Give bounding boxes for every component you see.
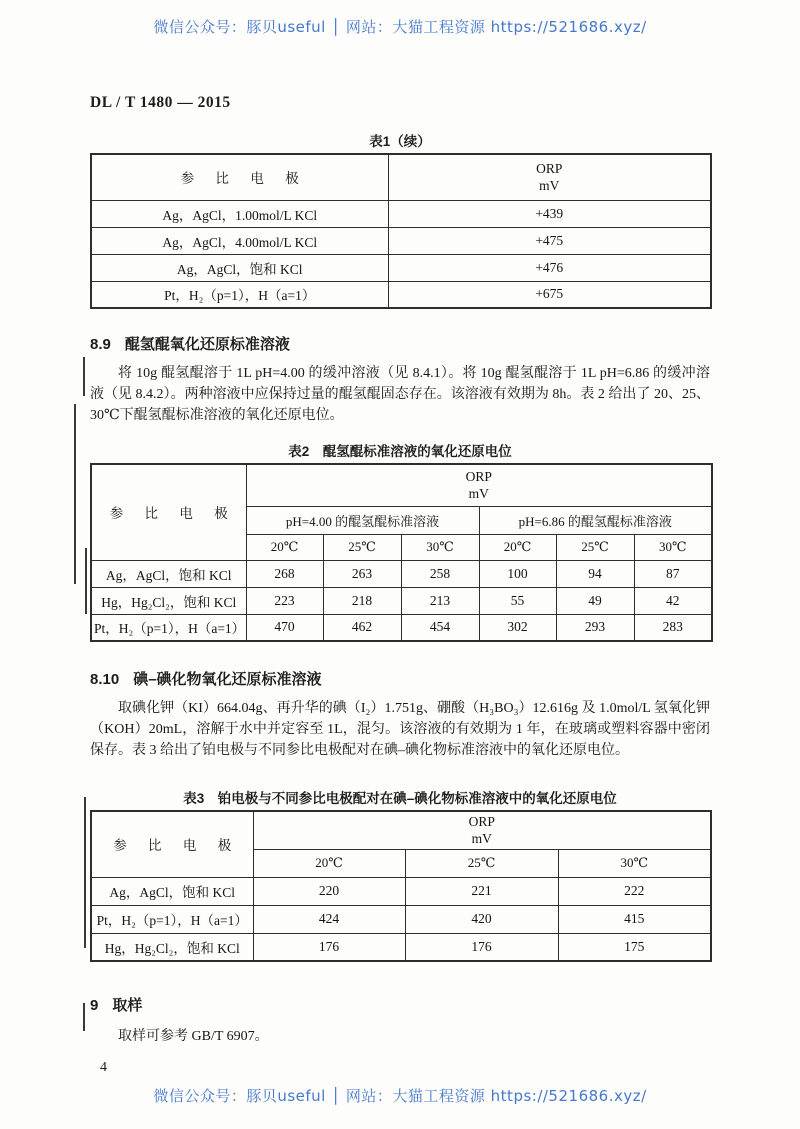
table-row [91, 877, 711, 905]
table-row [91, 614, 712, 641]
orp-unit: mV [471, 831, 492, 847]
section-8-9-paragraph: 将 10g 醌氢醌溶于 1L pH=4.00 的缓冲溶液（见 8.4.1）。将 10g 醌氢醌溶于 1L pH=6.86 的缓冲溶液（见 8.4.2）。两种溶液中应保持过量的醌氢醌固态存在。该溶液有效期为 8h。表 2 给出了 20、25、30℃下醌氢醌标准溶液的氧化还原电位。 [90, 366, 710, 423]
temp-header: 20℃ [253, 849, 405, 877]
section-title: 醌氢醌氧化还原标准溶液 [124, 336, 290, 353]
temp-header: 25℃ [556, 534, 634, 560]
orp-label: ORP [536, 161, 563, 177]
table-row [91, 560, 712, 587]
orp-value-cell: +475 [388, 227, 711, 254]
temp-header: 20℃ [479, 534, 556, 560]
revision-bar [74, 404, 76, 584]
electrode-cell: Hg，Hg₂Cl₂，饱和 KCl [91, 587, 246, 614]
electrode-cell: Ag，AgCl，4.00mol/L KCl [91, 227, 388, 254]
orp-value-cell: 454 [401, 614, 479, 641]
section-number: 8.10 [90, 671, 120, 688]
section-9-paragraph: 取样可参考 GB/T 6907。 [118, 1029, 269, 1044]
electrode-cell: Ag，AgCl，1.00mol/L KCl [91, 200, 388, 227]
orp-value-cell: 213 [401, 587, 479, 614]
table3-title: 表3 铂电极与不同参比电极配对在碘–碘化物标准溶液中的氧化还原电位 [183, 791, 617, 806]
orp-value-cell: 302 [479, 614, 556, 641]
section-number: 8.9 [90, 336, 111, 353]
table3 [90, 810, 712, 962]
orp-value-cell: 424 [253, 905, 405, 933]
table-row [91, 587, 712, 614]
section-title: 取样 [112, 997, 143, 1014]
table3-electrode-header: 参 比 电 极 [91, 811, 253, 877]
orp-value-cell: 176 [253, 933, 405, 961]
orp-value-cell: 176 [405, 933, 558, 961]
section-9-heading [90, 994, 710, 1015]
orp-value-cell: 94 [556, 560, 634, 587]
orp-value-cell: 263 [323, 560, 401, 587]
orp-value-cell: 415 [558, 905, 711, 933]
orp-value-cell: 55 [479, 587, 556, 614]
orp-label: ORP [465, 469, 492, 485]
orp-value-cell: 222 [558, 877, 711, 905]
section-number: 9 [90, 997, 99, 1014]
electrode-cell: Ag，AgCl，饱和 KCl [91, 254, 388, 281]
orp-value-cell: 218 [323, 587, 401, 614]
orp-value-cell: 293 [556, 614, 634, 641]
table-row [91, 933, 711, 961]
doc-code: DL / T 1480 — 2015 [90, 94, 231, 111]
table-row [91, 200, 711, 227]
revision-bar [84, 797, 86, 948]
temp-header: 25℃ [405, 849, 558, 877]
electrode-cell: Pt，H₂（p=1），H（a=1） [91, 281, 388, 308]
orp-value-cell: 87 [634, 560, 712, 587]
watermark-header: 微信公众号：豚贝useful │ 网站：大猫工程资源 https://521686.xyz/ [153, 18, 647, 36]
orp-value-cell: 462 [323, 614, 401, 641]
ph-group-header: pH=6.86 的醌氢醌标准溶液 [479, 506, 712, 534]
orp-unit: mV [468, 486, 489, 502]
page-number: 4 [100, 1060, 107, 1075]
table2-orp-header [246, 464, 712, 506]
orp-unit: mV [539, 178, 560, 194]
section-8-10-paragraph: 取碘化钾（KI）664.04g、再升华的碘（I₂）1.751g、硼酸（H₃BO₃）12.616g 及 1.0mol/L 氢氧化钾（KOH）20mL，溶解于水中并定容至 1L，混匀。该溶液的有效期为 1 年，在玻璃或塑料容器中密闭保存。表 3 给出了铂电极与不同参比电极配对在碘–碘化物标准溶液中的氧化还原电位。 [90, 701, 710, 758]
table-row [91, 905, 711, 933]
orp-value-cell: 100 [479, 560, 556, 587]
orp-value-cell: 470 [246, 614, 323, 641]
orp-value-cell: 220 [253, 877, 405, 905]
orp-value-cell: 175 [558, 933, 711, 961]
revision-bar [85, 548, 87, 614]
table2-title: 表2 醌氢醌标准溶液的氧化还原电位 [288, 444, 512, 459]
orp-value-cell: +476 [388, 254, 711, 281]
table2 [90, 463, 713, 642]
temp-header: 30℃ [401, 534, 479, 560]
electrode-cell: Pt，H₂（p=1），H（a=1） [91, 905, 253, 933]
electrode-cell: Hg，Hg₂Cl₂，饱和 KCl [91, 933, 253, 961]
ph-group-header: pH=4.00 的醌氢醌标准溶液 [246, 506, 479, 534]
orp-value-cell: 420 [405, 905, 558, 933]
orp-value-cell: 283 [634, 614, 712, 641]
electrode-cell: Pt，H₂（p=1），H（a=1） [91, 614, 246, 641]
temp-header: 30℃ [558, 849, 711, 877]
orp-value-cell: +675 [388, 281, 711, 308]
section-8-9-heading [90, 333, 710, 354]
orp-value-cell: 42 [634, 587, 712, 614]
orp-value-cell: 258 [401, 560, 479, 587]
table-row [91, 254, 711, 281]
revision-bar [83, 357, 85, 396]
orp-label: ORP [468, 814, 495, 830]
table1-title: 表1（续） [369, 134, 431, 149]
table1-electrode-header: 参 比 电 极 [91, 154, 388, 200]
orp-value-cell: 223 [246, 587, 323, 614]
temp-header: 20℃ [246, 534, 323, 560]
table1-orp-header [388, 154, 711, 200]
revision-bar [83, 1003, 85, 1031]
section-8-10-heading [90, 668, 710, 689]
orp-value-cell: 49 [556, 587, 634, 614]
electrode-cell: Ag，AgCl，饱和 KCl [91, 560, 246, 587]
table3-orp-header [253, 811, 711, 849]
temp-header: 30℃ [634, 534, 712, 560]
table1 [90, 153, 712, 309]
table-row [91, 227, 711, 254]
orp-value-cell: +439 [388, 200, 711, 227]
temp-header: 25℃ [323, 534, 401, 560]
table2-electrode-header: 参 比 电 极 [91, 464, 246, 560]
watermark-footer: 微信公众号：豚贝useful │ 网站：大猫工程资源 https://521686.xyz/ [153, 1087, 647, 1105]
section-title: 碘–碘化物氧化还原标准溶液 [133, 671, 322, 688]
electrode-cell: Ag，AgCl，饱和 KCl [91, 877, 253, 905]
orp-value-cell: 221 [405, 877, 558, 905]
table-row [91, 281, 711, 308]
orp-value-cell: 268 [246, 560, 323, 587]
